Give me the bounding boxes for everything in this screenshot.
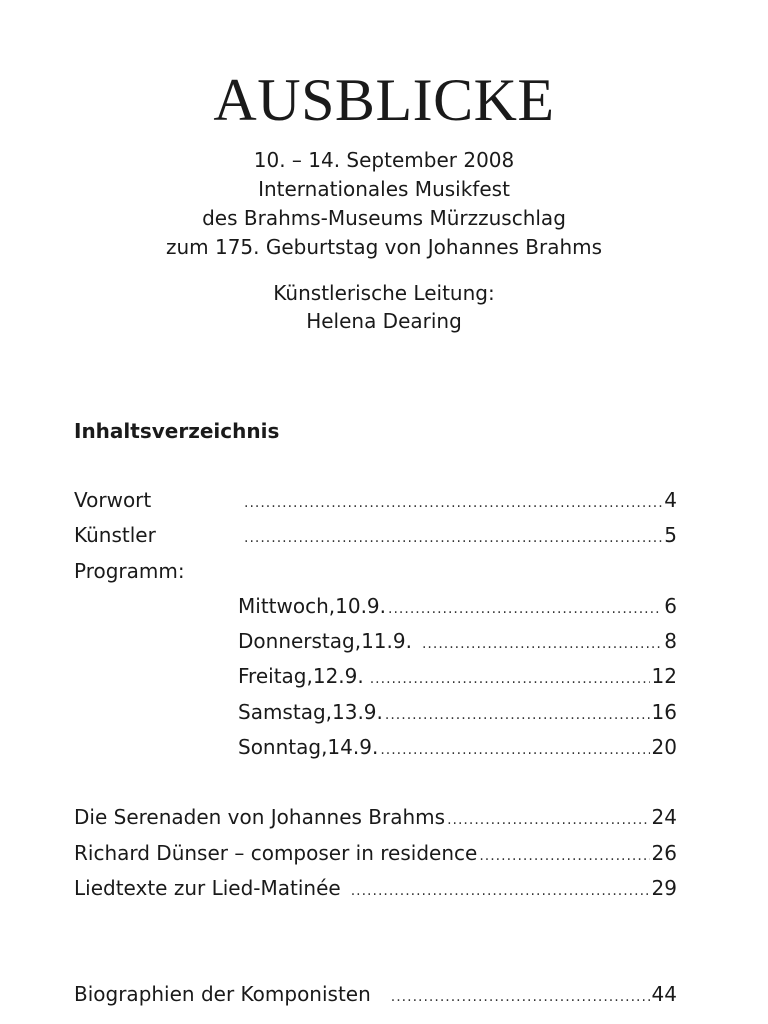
page-title: AUSBLICKE bbox=[213, 67, 555, 133]
toc-entry-duenser bbox=[74, 839, 677, 870]
toc-heading: Inhaltsverzeichnis bbox=[74, 419, 280, 443]
artistic-direction bbox=[0, 279, 768, 335]
toc-entry-serenaden bbox=[74, 803, 677, 834]
toc-leader bbox=[370, 665, 650, 693]
event-subtitle bbox=[0, 146, 768, 262]
toc-entry-label: Liedtexte zur Lied-Matinée bbox=[74, 876, 341, 900]
toc-leader bbox=[391, 983, 650, 1011]
toc-page-number: 20 bbox=[651, 735, 677, 759]
toc-entry-label: Die Serenaden von Johannes Brahms bbox=[74, 805, 446, 829]
toc-entry-freitag bbox=[238, 662, 677, 693]
toc-page-number: 16 bbox=[651, 700, 677, 724]
toc-page-number: 4 bbox=[664, 488, 677, 512]
toc-page-number: 29 bbox=[651, 876, 677, 900]
toc-entry-label: Sonntag,14.9. bbox=[238, 735, 379, 759]
toc-leader bbox=[244, 489, 662, 517]
toc-programm-label: Programm: bbox=[74, 559, 185, 583]
toc-page-number: 5 bbox=[664, 523, 677, 547]
toc-entry-sonntag bbox=[238, 733, 677, 764]
toc-entry-label: Richard Dünser – composer in residence bbox=[74, 841, 478, 865]
toc-page-number: 44 bbox=[651, 982, 677, 1006]
toc-entry-samstag bbox=[238, 698, 677, 729]
toc-entry-label: Freitag,12.9. bbox=[238, 664, 364, 688]
toc-leader bbox=[447, 806, 649, 834]
toc-entry-donnerstag bbox=[238, 627, 677, 658]
toc-leader bbox=[388, 595, 662, 623]
toc-leader bbox=[244, 524, 662, 552]
toc-page-number: 12 bbox=[651, 664, 677, 688]
toc-entry-label: Vorwort bbox=[74, 488, 152, 512]
toc-leader bbox=[479, 842, 649, 870]
toc-leader bbox=[422, 630, 662, 658]
subtitle-line-occasion: zum 175. Geburtstag von Johannes Brahms bbox=[165, 235, 603, 259]
leitung-label: Künstlerische Leitung: bbox=[273, 281, 495, 305]
subtitle-line-festival: Internationales Musikfest bbox=[258, 177, 510, 201]
toc-entry-label: Donnerstag,11.9. bbox=[238, 629, 412, 653]
toc-page-number: 8 bbox=[664, 629, 677, 653]
toc-page-number: 26 bbox=[651, 841, 677, 865]
subtitle-line-museum: des Brahms-Museums Mürzzuschlag bbox=[202, 206, 566, 230]
toc-entry-label: Samstag,13.9. bbox=[238, 700, 383, 724]
toc-page-number: 6 bbox=[664, 594, 677, 618]
toc-entry-kuenstler bbox=[74, 521, 677, 552]
toc-leader bbox=[380, 736, 649, 764]
toc-leader bbox=[385, 701, 650, 729]
toc-entry-mittwoch bbox=[238, 592, 677, 623]
toc-entry-label: Mittwoch,10.9. bbox=[238, 594, 387, 618]
toc-entry-label: Biographien der Komponisten bbox=[74, 982, 371, 1006]
toc-leader bbox=[351, 877, 650, 905]
toc-entry-biographien-komponisten bbox=[74, 980, 677, 1011]
subtitle-line-dates: 10. – 14. September 2008 bbox=[253, 148, 515, 172]
toc-entry-vorwort bbox=[74, 486, 677, 517]
toc-page-number: 24 bbox=[651, 805, 677, 829]
toc-entry-label: Künstler bbox=[74, 523, 156, 547]
leitung-name: Helena Dearing bbox=[306, 309, 462, 333]
toc-entry-liedtexte bbox=[74, 874, 677, 905]
